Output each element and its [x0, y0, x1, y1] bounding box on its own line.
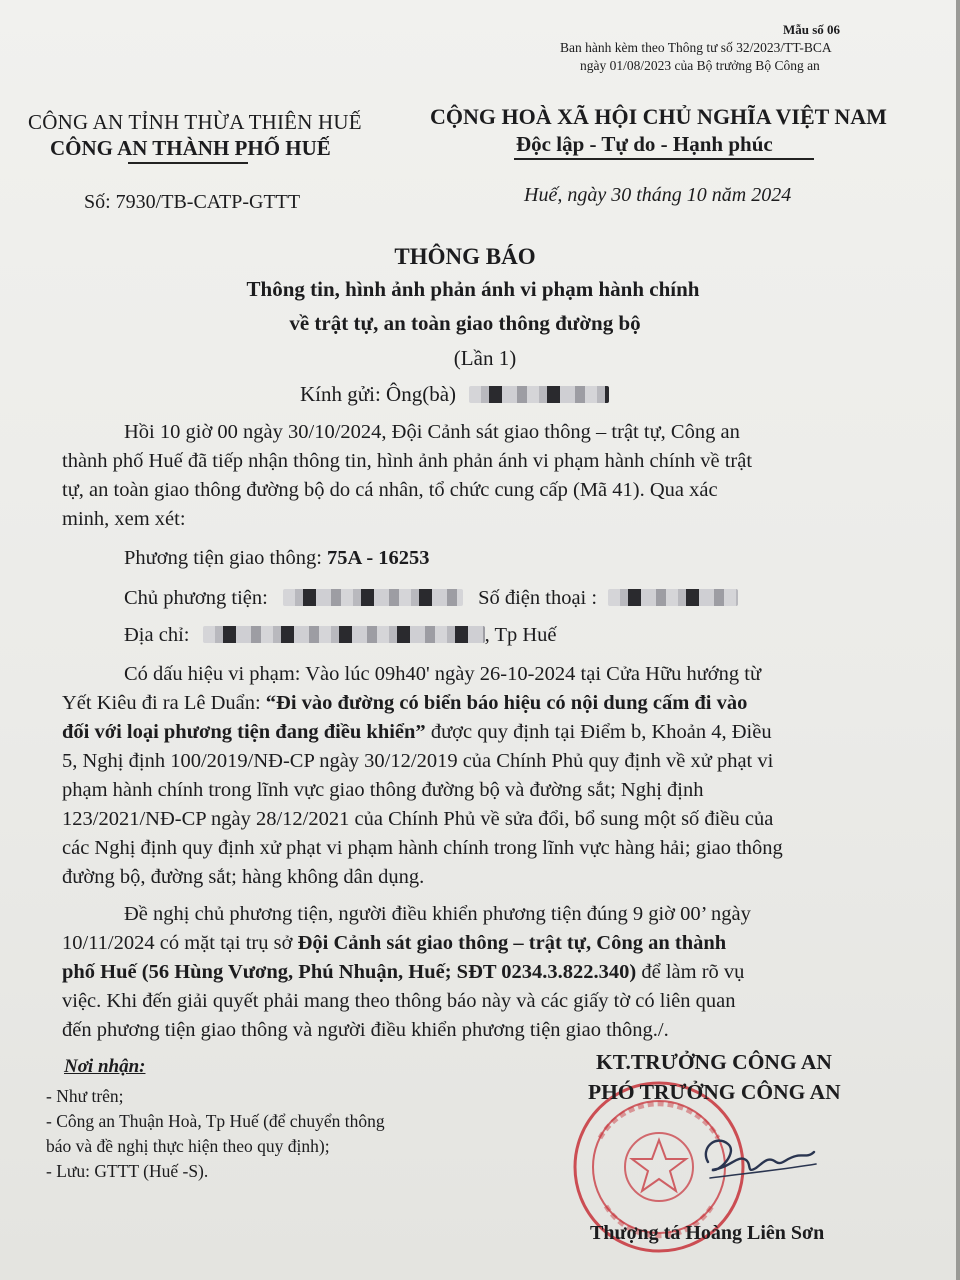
form-number: Mẫu số 06: [782, 22, 840, 37]
recipients-item-3: báo và đề nghị thực hiện theo quy định);: [46, 1136, 330, 1156]
signatory-authority: KT.TRƯỞNG CÔNG AN: [596, 1050, 832, 1074]
violation-line-5: phạm hành chính trong lĩnh vực giao thông đường bộ và đường sắt; Nghị định: [62, 779, 704, 801]
redacted-phone-number: [608, 589, 738, 606]
issuer-underline: [128, 162, 248, 164]
document-number: Số: 7930/TB-CATP-GTTT: [84, 191, 301, 213]
violation-act-cont: đối với loại phương tiện đang điều khiển”: [62, 721, 426, 743]
document-subtitle-2: về trật tự, an toàn giao thông đường bộ: [289, 311, 641, 335]
issuer-parent-org: CÔNG AN TỈNH THỪA THIÊN HUẾ: [28, 110, 362, 134]
place-date: Huế, ngày 30 tháng 10 năm 2024: [524, 184, 792, 206]
national-motto: Độc lập - Tự do - Hạnh phúc: [516, 132, 773, 156]
recipients-item-4: - Lưu: GTTT (Huế -S).: [46, 1161, 209, 1181]
recipients-heading: Nơi nhận:: [64, 1056, 146, 1077]
recipient-label: Kính gửi: Ông(bà): [300, 382, 457, 406]
request-address: phố Huế (56 Hùng Vương, Phú Nhuận, Huế; SĐT 0234.3.822.340): [62, 961, 637, 983]
intro-line-3: tự, an toàn giao thông đường bộ do cá nhân, tổ chức cung cấp (Mã 41). Qua xác: [62, 479, 718, 501]
request-line-2: [62, 929, 726, 958]
vehicle-line: [124, 544, 430, 573]
request-line-1: Đề nghị chủ phương tiện, người điều khiển phương tiện đúng 9 giờ 00’ ngày: [124, 903, 751, 925]
request-purpose: để làm rõ vụ: [636, 961, 745, 983]
recipient-line: [300, 382, 609, 407]
intro-line-4: minh, xem xét:: [62, 508, 186, 530]
violation-line-1: Có dấu hiệu vi phạm: Vào lúc 09h40' ngày 26-10-2024 tại Cửa Hữu hướng từ: [124, 663, 762, 685]
redacted-owner-name: [283, 589, 463, 606]
owner-line: [124, 584, 738, 613]
signatory-title: PHÓ TRƯỞNG CÔNG AN: [588, 1080, 841, 1104]
owner-label: Chủ phương tiện:: [124, 587, 268, 609]
document-title: THÔNG BÁO: [394, 244, 536, 269]
intro-line-2: thành phố Huế đã tiếp nhận thông tin, hình ảnh phản ánh vi phạm hành chính về trật: [62, 450, 753, 472]
request-line-3: [62, 958, 744, 987]
violation-line-4: 5, Nghị định 100/2019/NĐ-CP ngày 30/12/2019 của Chính Phủ quy định về xử phạt vi: [62, 750, 774, 772]
phone-label: Số điện thoại :: [478, 587, 598, 609]
address-label: Địa chỉ:: [124, 624, 190, 646]
violation-line-8: đường bộ, đường sắt; hàng không dân dụng.: [62, 866, 425, 888]
address-line: [124, 621, 557, 650]
handwritten-signature: [690, 1118, 820, 1198]
vehicle-label: Phương tiện giao thông:: [124, 547, 322, 569]
recipients-item-2: - Công an Thuận Hoà, Tp Huế (để chuyển thông: [46, 1111, 385, 1131]
address-suffix: , Tp Huế: [484, 624, 557, 646]
violation-line-7: các Nghị định quy định xử phạt vi phạm hành chính trong lĩnh vực hàng hải; giao thông: [62, 837, 783, 859]
request-date: 10/11/2024 có mặt tại trụ sở: [62, 932, 298, 954]
intro-line-1: Hồi 10 giờ 00 ngày 30/10/2024, Đội Cảnh sát giao thông – trật tự, Công an: [124, 421, 740, 443]
violation-line-2: [62, 689, 747, 718]
violation-line-3: [62, 718, 772, 747]
document-subtitle-1: Thông tin, hình ảnh phản ánh vi phạm hành chính: [246, 277, 700, 301]
violation-act: “Đi vào đường có biển báo hiệu có nội dung cấm đi vào: [265, 692, 748, 714]
signatory-name: Thượng tá Hoàng Liên Sơn: [590, 1222, 825, 1244]
form-issuance-note: Ban hành kèm theo Thông tư số 32/2023/TT-BCA: [560, 40, 832, 55]
notice-times: (Lần 1): [453, 346, 517, 370]
redacted-recipient-name: [469, 386, 609, 403]
violation-line-6: 123/2021/NĐ-CP ngày 28/12/2021 của Chính Phủ về sửa đổi, bổ sung một số điều của: [62, 808, 774, 830]
form-issuance-date: ngày 01/08/2023 của Bộ trưởng Bộ Công an: [580, 58, 820, 73]
redacted-address: [203, 626, 485, 643]
request-line-5: đến phương tiện giao thông và người điều khiển phương tiện giao thông./.: [62, 1019, 669, 1041]
request-office: Đội Cảnh sát giao thông – trật tự, Công an thành: [297, 932, 727, 954]
violation-location: Yết Kiêu đi ra Lê Duẩn:: [62, 692, 266, 714]
national-title: CỘNG HOÀ XÃ HỘI CHỦ NGHĨA VIỆT NAM: [430, 104, 887, 129]
recipients-item-1: - Như trên;: [46, 1086, 124, 1106]
request-line-4: việc. Khi đến giải quyết phải mang theo thông báo này và các giấy tờ có liên quan: [62, 990, 736, 1012]
issuer-org: CÔNG AN THÀNH PHỐ HUẾ: [50, 136, 331, 160]
motto-underline: [514, 158, 814, 160]
page-edge-shadow: [956, 0, 960, 1280]
violation-legal-basis: được quy định tại Điểm b, Khoản 4, Điều: [425, 721, 772, 743]
vehicle-plate: 75A - 16253: [327, 547, 430, 569]
